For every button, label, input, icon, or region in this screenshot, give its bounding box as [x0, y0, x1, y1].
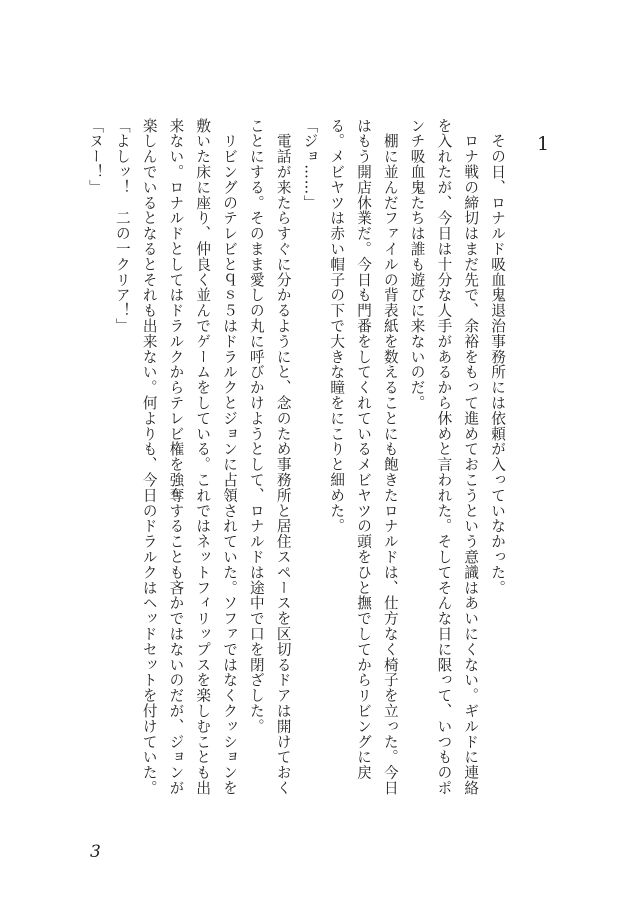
paragraph-opening: その日、ロナルド吸血鬼退治事務所には依頼が入っていなかった。 ロナ戦の締切はまだ先で、余裕をもって進めておこうという意識はあいにくない。ギルドに連絡を入れたが、今日は十分な人手があるから休めと言われた。そしてそんな日に限って、いつものポンチ吸血鬼たちは誰も遊びに来ないのだ。 — [408, 118, 506, 796]
page-number: 3 — [90, 842, 101, 862]
dialogue-line: 「よしッ！ 二の一クリア！」 — [113, 118, 131, 334]
novel-body-text — [81, 118, 510, 798]
dialogue-line: 「ヌー！」 — [87, 118, 105, 195]
dialogue-line: 「ジョ……」 — [301, 118, 319, 211]
paragraph-shelf: 棚に並んだファイルの背表紙を数えることにも飽きたロナルドは、仕方なく椅子を立った。今日はもう開店休業だ。今日も門番をしてくれているメビヤツの頭をひと撫でしてからリビングに戻る。メビヤツは赤い帽子の下で大きな瞳をにこりと細めた。 — [328, 118, 399, 796]
chapter-number: 1 — [536, 133, 550, 155]
paragraph-phone: 電話が来たらすぐに分かるようにと、念のため事務所と居住スペースを区切るドアは開けておくことにする。そのまま愛しの丸に呼びかけようとして、ロナルドは途中で口を閉ざした。 — [247, 118, 292, 796]
paragraph-living-room: リビングのテレビとｑｓ５はドラルクとジョンに占領されていた。ソファではなくクッションを敷いた床に座り、仲良く並んでゲームをしている。これではネットフィリップスを楽しむことも出来ない。ロナルドとしてはドラルクからテレビ権を強奪することも吝かではないのだが、ジョンが楽しんでいるとなるとそれも出来ない。何よりも、今日のドラルクはヘッドセットを付けていた。 — [140, 118, 239, 796]
